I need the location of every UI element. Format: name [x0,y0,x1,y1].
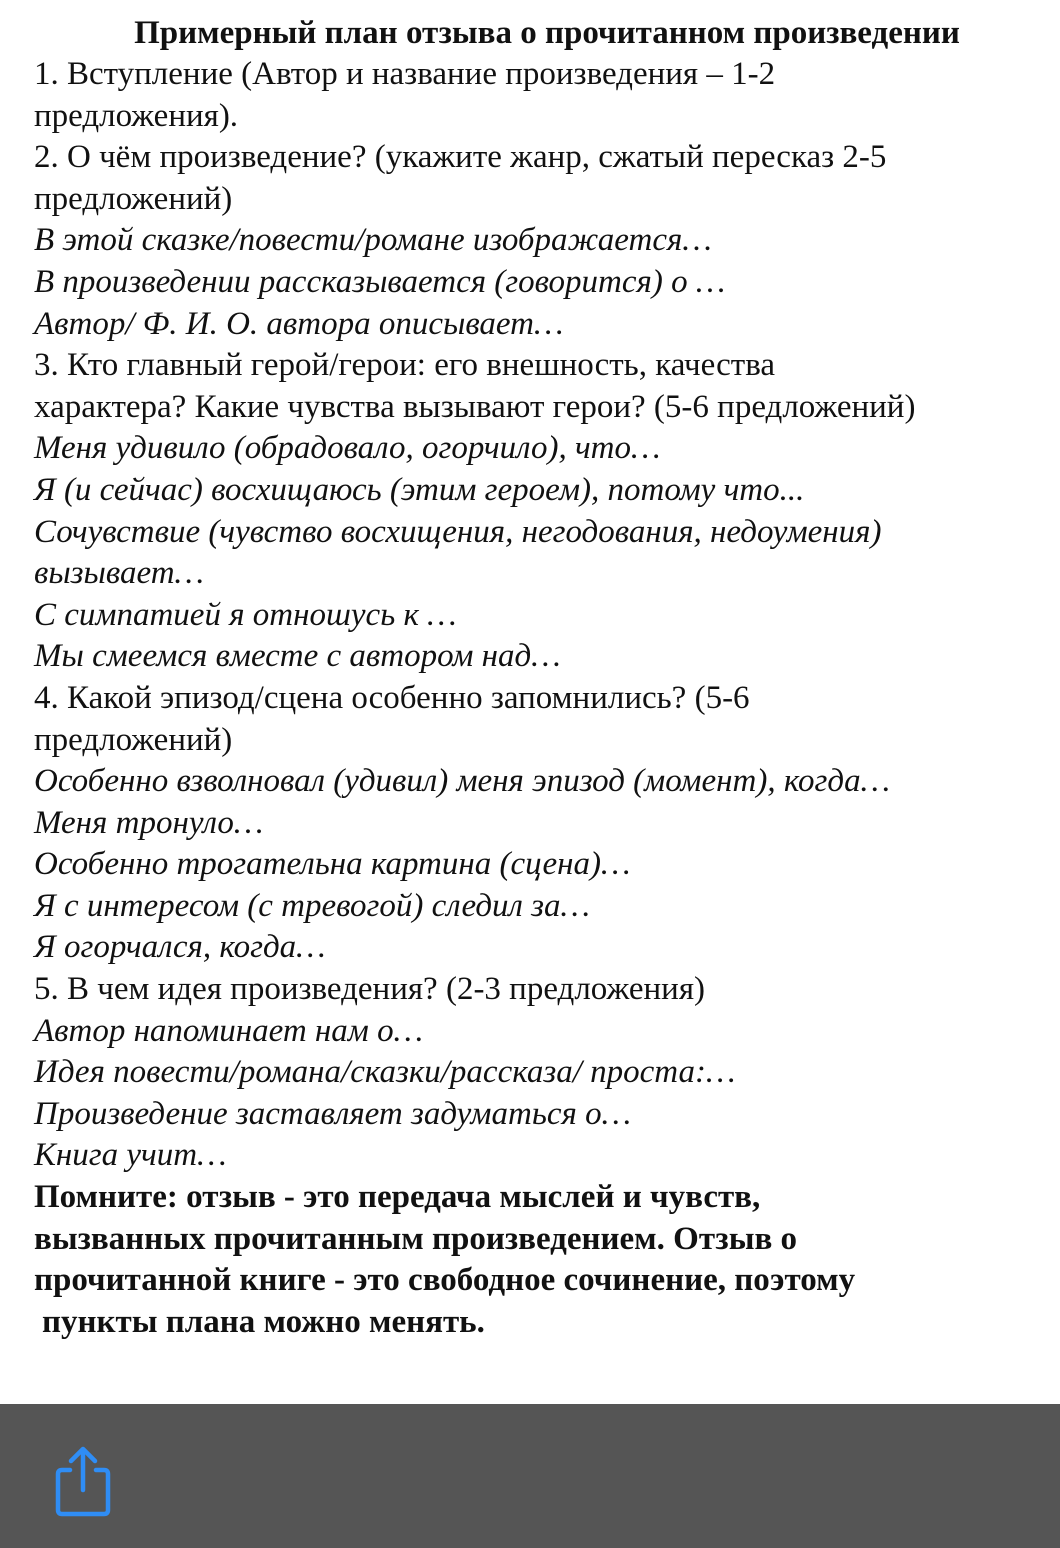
plan-item-line: 4. Какой эпизод/сцена особенно запомнились? (5-6 [34,679,750,716]
example-phrase-line: Идея повести/романа/сказки/рассказа/ проста:… [34,1054,736,1091]
note-line: Помните: отзыв - это передача мыслей и чувств, [34,1179,761,1216]
example-phrase-line: Мы смеемся вместе с автором над… [34,638,561,675]
example-phrase-line: В этой сказке/повести/романе изображается… [34,222,712,259]
bottom-toolbar [0,1404,1060,1548]
plan-item-line: предложений) [34,180,233,217]
document-title: Примерный план отзыва о прочитанном произведении [134,15,960,51]
plan-item-line: характера? Какие чувства вызывают герои? (5-6 предложений) [34,388,916,425]
example-phrase-line: Я с интересом (с тревогой) следил за… [34,887,590,924]
example-phrase-line: Сочувствие (чувство восхищения, негодования, недоумения) [34,513,882,550]
example-phrase-line: Особенно взволновал (удивил) меня эпизод (момент), когда… [34,763,890,800]
plan-item-line: 5. В чем идея произведения? (2-3 предложения) [34,971,705,1008]
example-phrase-line: Автор/ Ф. И. О. автора описывает… [34,305,564,342]
example-phrase-line: вызывает… [34,555,204,592]
share-button[interactable] [48,1444,118,1520]
example-phrase-line: Особенно трогательна картина (сцена)… [34,846,631,883]
example-phrase-line: Произведение заставляет задуматься о… [34,1095,631,1132]
document-body [34,54,1040,1343]
plan-item-line: предложений) [34,721,233,758]
plan-item-line: 2. О чём произведение? (укажите жанр, сжатый пересказ 2-5 [34,139,887,176]
example-phrase-line: В произведении рассказывается (говорится) о … [34,263,726,300]
note-line: вызванных прочитанным произведением. Отзыв о [34,1220,798,1257]
example-phrase-line: Книга учит… [34,1137,227,1174]
share-icon [48,1444,118,1520]
plan-item-line: предложения). [34,97,239,134]
example-phrase-line: Меня удивило (обрадовало, огорчило), что… [34,430,661,467]
note-line: прочитанной книге - это свободное сочинение, поэтому [34,1262,856,1299]
example-phrase-line: Автор напоминает нам о… [34,1012,423,1049]
example-phrase-line: Я огорчался, когда… [34,929,326,966]
plan-item-line: 3. Кто главный герой/герои: его внешность, качества [34,347,775,384]
plan-item-line: 1. Вступление (Автор и название произведения – 1-2 [34,56,776,92]
example-phrase-line: С симпатией я отношусь к … [34,596,457,633]
note-line: пункты плана можно менять. [42,1303,485,1340]
example-phrase-line: Я (и сейчас) восхищаюсь (этим героем), потому что... [34,471,805,508]
example-phrase-line: Меня тронуло… [34,804,264,841]
